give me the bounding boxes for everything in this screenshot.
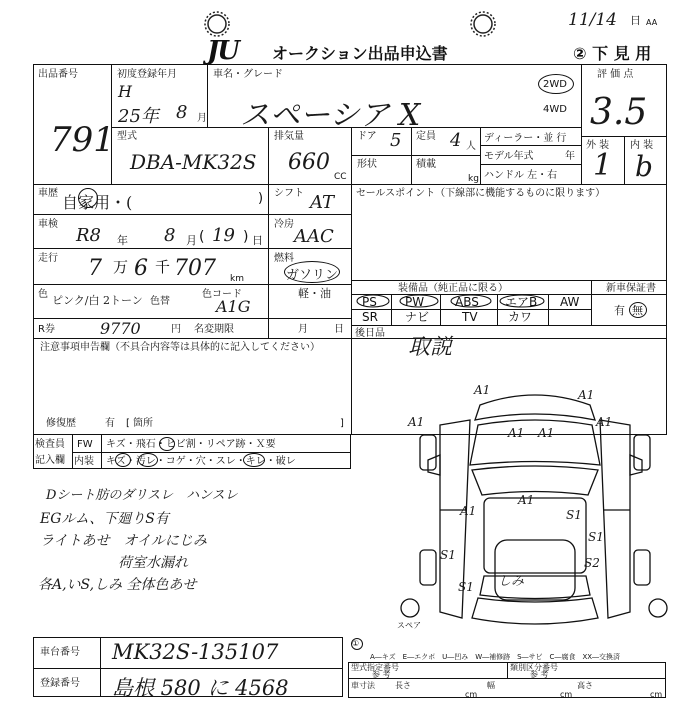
inspector-label: 検査員 — [35, 439, 65, 450]
doors-value: 5 — [390, 130, 402, 151]
interior-label: 内 装 — [630, 140, 654, 151]
note-line-4: 荷室水漏れ — [118, 555, 188, 571]
color-code-label: 色コード — [202, 289, 242, 300]
fuel-other: 軽・油 — [298, 287, 331, 300]
damage-legend: A―キズ E―エクボ U―凹み W―補修跡 S―サビ C―腐食 XX―交換済 — [370, 653, 621, 661]
equip-abs: ABS — [455, 295, 479, 309]
chassis-no-label: 車台番号 — [40, 647, 80, 658]
mileage-rest-value: 707 — [174, 256, 216, 281]
warranty-ari: 有 — [614, 304, 625, 317]
repair-label: 修復歴 — [46, 418, 76, 429]
usage-close: ) — [258, 191, 264, 206]
height-cm: cm — [650, 690, 663, 699]
reg-month-unit: 月 — [197, 113, 207, 124]
capacity-unit: 人 — [466, 141, 476, 152]
reg-month: 8 — [176, 102, 188, 123]
notes-label: 注意事項申告欄（不具合内容等は具体的に記入してください） — [40, 342, 320, 353]
sales-point-label: セールスポイント（下線部に機能するものに限ります） — [356, 188, 606, 199]
height-label: 高さ — [577, 681, 593, 690]
mark-s1-rear-left: S1 — [458, 580, 474, 594]
fw-label: FW — [77, 439, 93, 450]
mileage-man-unit: 万 — [113, 258, 129, 276]
new-warranty-label: 新車保証書 — [606, 283, 656, 294]
mark-a1-left-door: A1 — [460, 504, 477, 518]
note-line-3: ライトあせ オイルにじみ — [40, 533, 207, 549]
equip-leather: カワ — [508, 310, 533, 324]
ref2-label: 参 考 — [530, 670, 549, 679]
recycle-value: 9770 — [100, 319, 141, 338]
mileage-label: 走行 — [38, 253, 58, 264]
note-line-1: Dシート肪のダリスレ ハンスレ — [46, 488, 238, 503]
model-code-label: 型式 — [117, 131, 137, 142]
score-label: 評 価 点 — [597, 69, 634, 80]
mileage-man-value: 7 — [88, 256, 102, 281]
mark-shimi: しみ — [498, 574, 525, 589]
capacity-value: 4 — [450, 130, 462, 151]
km-unit: km — [230, 274, 244, 284]
inspection-month-unit: 月 — [186, 234, 197, 247]
displacement-label: 排気量 — [274, 131, 304, 142]
displacement-value: 660 — [288, 150, 330, 175]
mark-a1-center: A1 — [518, 493, 535, 507]
lot-no-label: 出品番号 — [38, 69, 78, 80]
repair-place-label: 箇所 — [133, 418, 153, 429]
note-line-2: EGルム、下廻りS有 — [40, 511, 169, 527]
type-class-label: 類別区分番号 — [510, 663, 558, 672]
repair-ari: 有 — [105, 418, 115, 429]
equip-sr: SR — [362, 310, 378, 324]
equip-airbag: エアB — [505, 295, 538, 309]
exterior-label: 外 装 — [586, 140, 610, 151]
ref1-label: 参 考 — [372, 670, 391, 679]
lot-no-value: 791 — [50, 120, 115, 160]
mark-a1-left-top: A1 — [408, 415, 425, 429]
date: 11/14 — [568, 10, 617, 30]
length-cm: cm — [465, 690, 478, 699]
mark-a1-hood-right: A1 — [538, 426, 555, 440]
first-reg-label: 初度登録年月 — [117, 69, 177, 80]
inspection-month: 8 — [164, 225, 176, 246]
shape-label: 形状 — [357, 159, 377, 170]
form-title: オークション出品申込書 — [272, 44, 448, 63]
name-change-day: 日 — [334, 324, 344, 335]
mark-s2: S2 — [584, 556, 600, 570]
circle-num: ① — [352, 639, 360, 648]
color-code-value: A1G — [216, 297, 251, 316]
equip-tv: TV — [462, 310, 478, 324]
logo: JU — [207, 36, 238, 66]
date-suffix: 日 — [630, 14, 641, 27]
usage-label: 車歴 — [38, 188, 58, 199]
model-year-label: モデル年式 — [484, 151, 534, 162]
handle-label: ハンドル 左・右 — [484, 170, 558, 181]
mark-s1-left-rear: S1 — [440, 548, 456, 562]
length-label: 長さ — [395, 681, 411, 690]
interior-items: キズ・汚レ・コゲ・穴・スレ・キレ・破レ — [106, 456, 296, 467]
color-value: ピンク/白 2トーン — [52, 294, 143, 307]
mark-a1-right-side: A1 — [596, 415, 613, 429]
fuel-label: 燃料 — [274, 253, 294, 264]
cc-unit: CC — [334, 172, 347, 182]
equip-aw: AW — [560, 295, 580, 309]
mark-s1-rear-right: S1 — [588, 530, 604, 544]
fw-items: キズ・飛石・ヒビ割・リペア跡・Ｘ要 — [106, 439, 276, 450]
recycle-yen: 円 — [171, 324, 181, 335]
capacity-label: 定員 — [416, 131, 436, 142]
aircon-label: 冷房 — [274, 219, 294, 230]
mileage-sen-value: 6 — [134, 256, 148, 281]
color-label: 色 — [38, 289, 48, 300]
color-change-label: 色替 — [150, 296, 170, 307]
equipment-circles — [351, 294, 591, 325]
load-label: 積載 — [416, 159, 436, 170]
entry-label: 記入欄 — [35, 455, 65, 466]
shift-value: AT — [310, 192, 335, 213]
kg-unit: kg — [468, 174, 479, 184]
inspection-year-unit: 年 — [117, 234, 128, 247]
spare-label: スペア — [397, 621, 421, 630]
type-no-label: 型式指定番号 — [351, 663, 399, 672]
mark-a1-front: A1 — [474, 383, 491, 397]
equip-navi: ナビ — [405, 310, 430, 324]
inspection-day-unit: 日 — [252, 234, 263, 247]
shift-label: シフト — [274, 188, 304, 199]
afterthought-label: 後日品 — [355, 328, 385, 339]
reg-year: 25年 — [118, 106, 159, 127]
note-line-5: 各A,いS,しみ 全体色あせ — [38, 577, 197, 593]
fuel-gas: ガソリン — [286, 268, 339, 283]
afterthought-value: 取説 — [408, 335, 453, 360]
interior-value: b — [635, 150, 653, 183]
dealer-label: ディーラー・並 行 — [484, 133, 567, 144]
width-cm: cm — [560, 690, 573, 699]
reg-no-value: 島根 580 に 4568 — [112, 676, 289, 700]
car-damage-diagram — [400, 380, 670, 635]
model-year-unit: 年 — [565, 151, 575, 162]
recycle-label: R券 — [38, 324, 55, 335]
dims-label: 車寸法 — [351, 681, 375, 690]
inspection-day: 19 — [212, 225, 235, 246]
model-name-value: スペーシア X — [240, 98, 421, 133]
reg-era: H — [118, 82, 132, 101]
model-name-label: 車名・グレード — [213, 69, 283, 80]
equip-pw: PW — [405, 295, 425, 309]
warranty-nashi: 無 — [632, 304, 643, 317]
copy-label: ② 下 見 用 — [573, 44, 652, 63]
reg-no-label: 登録番号 — [40, 678, 80, 689]
doors-label: ドア — [357, 131, 377, 142]
mark-s1-right-door: S1 — [566, 508, 582, 522]
aircon-value: AAC — [294, 226, 334, 247]
name-change-month: 月 — [298, 324, 308, 335]
inspection-label: 車検 — [38, 219, 58, 230]
model-code-value: DBA-MK32S — [130, 150, 257, 174]
interior-items-label: 内装 — [74, 456, 94, 467]
chassis-no-value: MK32S-135107 — [112, 640, 279, 664]
date-code: AA — [646, 18, 658, 27]
drive-2wd: 2WD — [543, 79, 567, 90]
score-value: 3.5 — [590, 92, 648, 133]
mark-a1-hood-left: A1 — [508, 426, 525, 440]
width-label: 幅 — [487, 681, 495, 690]
equip-ps: PS — [362, 295, 377, 309]
usage-value: 自家用・( — [62, 193, 133, 212]
drive-4wd: 4WD — [543, 104, 567, 115]
equipment-label: 装備品（純正品に限る） — [398, 283, 508, 294]
mileage-sen-unit: 千 — [155, 258, 171, 276]
mark-a1-right-top: A1 — [578, 388, 595, 402]
inspection-era: R8 — [76, 225, 102, 246]
exterior-value: 1 — [593, 148, 613, 183]
name-change-label: 名変期限 — [194, 324, 234, 335]
